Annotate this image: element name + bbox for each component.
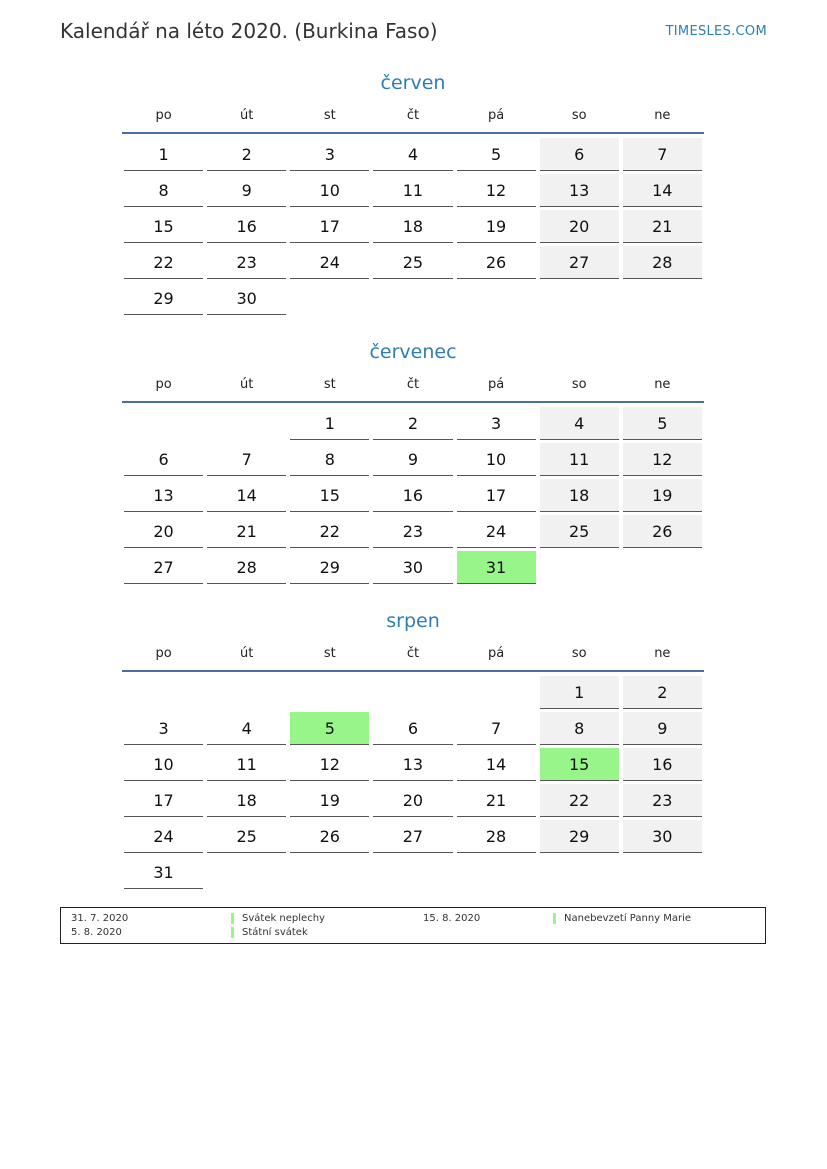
day-number: 27: [373, 820, 452, 853]
day-number: 22: [124, 246, 203, 279]
day-cell: [205, 282, 288, 318]
day-number: 29: [540, 820, 619, 853]
week-row: [122, 407, 704, 443]
day-number: 16: [623, 748, 702, 781]
day-cell: [288, 138, 371, 174]
day-cell: [371, 407, 454, 443]
day-number: 20: [540, 210, 619, 243]
empty-day: [457, 856, 536, 888]
day-number: 9: [623, 712, 702, 745]
day-cell: [288, 515, 371, 551]
day-cell: [455, 784, 538, 820]
day-number: 23: [623, 784, 702, 817]
empty-day-cell: [205, 407, 288, 443]
empty-day: [457, 282, 536, 314]
month-name: červenec: [369, 341, 457, 363]
day-number: 2: [207, 138, 286, 171]
day-cell: [288, 407, 371, 443]
day-number: 16: [373, 479, 452, 512]
holiday-day-cell: [288, 712, 371, 748]
empty-day: [207, 407, 286, 439]
day-number: 15: [540, 748, 619, 781]
day-number: 2: [373, 407, 452, 440]
day-cell: [455, 479, 538, 515]
weekend-day-cell: [621, 712, 704, 748]
week-row: [122, 282, 704, 318]
day-cell: [455, 138, 538, 174]
weekday-label: so: [571, 377, 587, 392]
weekend-day-cell: [621, 443, 704, 479]
day-number: 3: [124, 712, 203, 745]
weekday-label: čt: [406, 646, 420, 661]
day-cell: [122, 282, 205, 318]
day-cell: [205, 138, 288, 174]
day-cell: [205, 551, 288, 587]
weekend-day-cell: [538, 210, 621, 246]
day-number: 28: [207, 551, 286, 584]
day-number: 24: [290, 246, 369, 279]
day-cell: [205, 748, 288, 784]
weekday-label: so: [571, 108, 587, 123]
empty-day: [373, 282, 452, 314]
day-cell: [455, 712, 538, 748]
day-cell: [122, 210, 205, 246]
empty-day: [207, 676, 286, 708]
weekend-day-cell: [621, 676, 704, 712]
day-number: 19: [290, 784, 369, 817]
empty-day: [207, 856, 286, 888]
day-number: 31: [124, 856, 203, 889]
weekday-label: ne: [654, 646, 671, 661]
day-number: 16: [207, 210, 286, 243]
weekend-day-cell: [538, 407, 621, 443]
month-name: červen: [380, 72, 446, 94]
empty-day-cell: [455, 856, 538, 892]
weekend-day-cell: [621, 820, 704, 856]
empty-day-cell: [205, 856, 288, 892]
legend-date: 15. 8. 2020: [423, 913, 481, 924]
weekend-day-cell: [538, 479, 621, 515]
day-number: 10: [457, 443, 536, 476]
day-number: 6: [540, 138, 619, 171]
day-cell: [122, 748, 205, 784]
weekend-day-cell: [621, 246, 704, 282]
week-row: [122, 551, 704, 587]
day-number: 8: [124, 174, 203, 207]
empty-day: [540, 282, 619, 314]
day-number: 11: [373, 174, 452, 207]
legend-date: 5. 8. 2020: [71, 927, 122, 938]
day-number: 22: [540, 784, 619, 817]
day-number: 3: [457, 407, 536, 440]
day-number: 9: [207, 174, 286, 207]
day-cell: [122, 246, 205, 282]
weekday-header: [122, 373, 704, 403]
day-cell: [288, 246, 371, 282]
day-number: 14: [457, 748, 536, 781]
legend-holiday-name: Nanebevzetí Panny Marie: [553, 913, 691, 924]
legend-holiday-name: Státní svátek: [231, 927, 308, 938]
weekday-label: pá: [487, 377, 505, 392]
week-row: [122, 820, 704, 856]
day-cell: [205, 174, 288, 210]
weekend-day-cell: [621, 748, 704, 784]
weekday-label: po: [155, 377, 172, 392]
weekend-day-cell: [538, 246, 621, 282]
weekday-label: út: [240, 108, 254, 123]
day-cell: [122, 551, 205, 587]
weekday-label: pá: [487, 108, 505, 123]
day-number: 28: [457, 820, 536, 853]
week-row: [122, 443, 704, 479]
day-cell: [288, 443, 371, 479]
holiday-day-cell: [538, 748, 621, 784]
day-cell: [122, 174, 205, 210]
weekend-day-cell: [621, 210, 704, 246]
week-row: [122, 515, 704, 551]
legend-date: 31. 7. 2020: [71, 913, 129, 924]
weekday-label: st: [323, 646, 336, 661]
week-row: [122, 174, 704, 210]
month-name: srpen: [386, 610, 440, 632]
day-cell: [288, 174, 371, 210]
weekend-day-cell: [621, 174, 704, 210]
day-number: 24: [457, 515, 536, 548]
weekend-day-cell: [538, 784, 621, 820]
day-number: 9: [373, 443, 452, 476]
day-number: 10: [124, 748, 203, 781]
day-number: 4: [207, 712, 286, 745]
weekday-label: ne: [654, 377, 671, 392]
day-number: 11: [540, 443, 619, 476]
day-number: 8: [540, 712, 619, 745]
empty-day-cell: [205, 676, 288, 712]
day-cell: [288, 820, 371, 856]
day-cell: [122, 784, 205, 820]
weekend-day-cell: [538, 820, 621, 856]
day-number: 30: [207, 282, 286, 315]
empty-day: [540, 856, 619, 888]
day-number: 23: [207, 246, 286, 279]
weekday-label: so: [571, 646, 587, 661]
day-number: 21: [207, 515, 286, 548]
day-cell: [288, 551, 371, 587]
day-cell: [455, 515, 538, 551]
week-row: [122, 138, 704, 174]
day-number: 7: [623, 138, 702, 171]
day-cell: [288, 210, 371, 246]
day-number: 7: [457, 712, 536, 745]
weekday-label: st: [323, 108, 336, 123]
empty-day-cell: [288, 856, 371, 892]
day-number: 5: [623, 407, 702, 440]
weekday-label: pá: [487, 646, 505, 661]
weekend-day-cell: [621, 515, 704, 551]
day-cell: [455, 820, 538, 856]
day-cell: [205, 479, 288, 515]
day-cell: [205, 820, 288, 856]
empty-day-cell: [538, 551, 621, 587]
weekend-day-cell: [538, 515, 621, 551]
day-number: 1: [124, 138, 203, 171]
day-number: 21: [623, 210, 702, 243]
day-cell: [371, 246, 454, 282]
page-title: Kalendář na léto 2020. (Burkina Faso): [60, 19, 438, 43]
day-number: 14: [207, 479, 286, 512]
day-number: 21: [457, 784, 536, 817]
day-number: 26: [457, 246, 536, 279]
empty-day-cell: [371, 676, 454, 712]
empty-day: [373, 676, 452, 708]
empty-day-cell: [538, 282, 621, 318]
day-cell: [205, 784, 288, 820]
day-number: 8: [290, 443, 369, 476]
empty-day: [540, 551, 619, 583]
day-cell: [122, 515, 205, 551]
legend-holiday-name: Svátek neplechy: [231, 913, 325, 924]
day-number: 17: [457, 479, 536, 512]
day-number: 12: [623, 443, 702, 476]
empty-day: [124, 676, 203, 708]
day-cell: [205, 246, 288, 282]
day-number: 7: [207, 443, 286, 476]
weekday-label: út: [240, 646, 254, 661]
empty-day-cell: [621, 551, 704, 587]
day-number: 19: [457, 210, 536, 243]
day-number: 30: [373, 551, 452, 584]
empty-day-cell: [122, 676, 205, 712]
empty-day-cell: [621, 856, 704, 892]
month-calendar: [122, 68, 704, 318]
day-number: 18: [207, 784, 286, 817]
empty-day: [124, 407, 203, 439]
holiday-day-cell: [455, 551, 538, 587]
day-cell: [455, 246, 538, 282]
empty-day: [373, 856, 452, 888]
empty-day: [623, 856, 702, 888]
empty-day-cell: [371, 282, 454, 318]
day-cell: [122, 820, 205, 856]
day-number: 25: [373, 246, 452, 279]
weekend-day-cell: [621, 479, 704, 515]
empty-day: [623, 551, 702, 583]
day-number: 6: [373, 712, 452, 745]
day-number: 17: [124, 784, 203, 817]
day-number: 27: [124, 551, 203, 584]
day-number: 25: [207, 820, 286, 853]
weekday-label: st: [323, 377, 336, 392]
day-number: 13: [124, 479, 203, 512]
week-row: [122, 784, 704, 820]
day-cell: [205, 443, 288, 479]
empty-day-cell: [288, 282, 371, 318]
month-calendar: [122, 337, 704, 587]
day-number: 12: [290, 748, 369, 781]
day-cell: [122, 138, 205, 174]
day-cell: [371, 748, 454, 784]
week-row: [122, 676, 704, 712]
day-cell: [288, 784, 371, 820]
weekday-header: [122, 104, 704, 134]
empty-day-cell: [371, 856, 454, 892]
day-number: 5: [290, 712, 369, 745]
day-cell: [371, 210, 454, 246]
day-cell: [371, 443, 454, 479]
day-cell: [122, 443, 205, 479]
day-cell: [455, 748, 538, 784]
day-number: 2: [623, 676, 702, 709]
weekend-day-cell: [621, 784, 704, 820]
day-number: 24: [124, 820, 203, 853]
holiday-legend: [60, 907, 766, 944]
weekday-label: út: [240, 377, 254, 392]
day-number: 26: [623, 515, 702, 548]
day-cell: [455, 210, 538, 246]
day-cell: [122, 856, 205, 892]
day-number: 5: [457, 138, 536, 171]
empty-day-cell: [621, 282, 704, 318]
day-number: 25: [540, 515, 619, 548]
day-cell: [371, 712, 454, 748]
day-number: 20: [373, 784, 452, 817]
weekday-label: ne: [654, 108, 671, 123]
week-row: [122, 479, 704, 515]
day-cell: [371, 174, 454, 210]
day-cell: [371, 515, 454, 551]
week-row: [122, 210, 704, 246]
weekend-day-cell: [621, 138, 704, 174]
day-cell: [371, 138, 454, 174]
day-number: 14: [623, 174, 702, 207]
day-number: 26: [290, 820, 369, 853]
week-row: [122, 712, 704, 748]
day-cell: [122, 479, 205, 515]
day-number: 28: [623, 246, 702, 279]
day-cell: [371, 820, 454, 856]
day-number: 29: [290, 551, 369, 584]
day-cell: [455, 443, 538, 479]
empty-day-cell: [455, 282, 538, 318]
weekday-label: čt: [406, 108, 420, 123]
weekend-day-cell: [538, 712, 621, 748]
day-cell: [455, 407, 538, 443]
day-cell: [288, 748, 371, 784]
day-number: 18: [373, 210, 452, 243]
day-cell: [205, 712, 288, 748]
day-number: 18: [540, 479, 619, 512]
day-cell: [455, 174, 538, 210]
day-number: 22: [290, 515, 369, 548]
weekend-day-cell: [621, 407, 704, 443]
empty-day-cell: [288, 676, 371, 712]
weekday-label: čt: [406, 377, 420, 392]
month-calendar: [122, 606, 704, 892]
day-cell: [371, 551, 454, 587]
day-number: 30: [623, 820, 702, 853]
week-row: [122, 748, 704, 784]
day-cell: [371, 479, 454, 515]
week-row: [122, 856, 704, 892]
day-number: 10: [290, 174, 369, 207]
day-number: 20: [124, 515, 203, 548]
empty-day: [623, 282, 702, 314]
weekday-label: po: [155, 108, 172, 123]
day-number: 11: [207, 748, 286, 781]
day-number: 31: [457, 551, 536, 584]
day-number: 23: [373, 515, 452, 548]
day-number: 29: [124, 282, 203, 315]
day-number: 4: [373, 138, 452, 171]
weekday-header: [122, 642, 704, 672]
day-number: 13: [373, 748, 452, 781]
day-cell: [205, 515, 288, 551]
day-number: 13: [540, 174, 619, 207]
weekend-day-cell: [538, 138, 621, 174]
empty-day: [457, 676, 536, 708]
site-link[interactable]: TIMESLES.COM: [665, 24, 767, 39]
day-cell: [288, 479, 371, 515]
empty-day: [290, 856, 369, 888]
empty-day: [290, 676, 369, 708]
weekend-day-cell: [538, 174, 621, 210]
day-number: 15: [290, 479, 369, 512]
weekend-day-cell: [538, 676, 621, 712]
day-number: 19: [623, 479, 702, 512]
day-number: 12: [457, 174, 536, 207]
day-cell: [371, 784, 454, 820]
day-number: 27: [540, 246, 619, 279]
day-number: 4: [540, 407, 619, 440]
day-number: 17: [290, 210, 369, 243]
day-number: 15: [124, 210, 203, 243]
empty-day-cell: [455, 676, 538, 712]
empty-day-cell: [122, 407, 205, 443]
day-cell: [122, 712, 205, 748]
weekend-day-cell: [538, 443, 621, 479]
day-number: 6: [124, 443, 203, 476]
weekday-label: po: [155, 646, 172, 661]
empty-day: [290, 282, 369, 314]
day-cell: [205, 210, 288, 246]
day-number: 1: [540, 676, 619, 709]
day-number: 3: [290, 138, 369, 171]
week-row: [122, 246, 704, 282]
empty-day-cell: [538, 856, 621, 892]
day-number: 1: [290, 407, 369, 440]
